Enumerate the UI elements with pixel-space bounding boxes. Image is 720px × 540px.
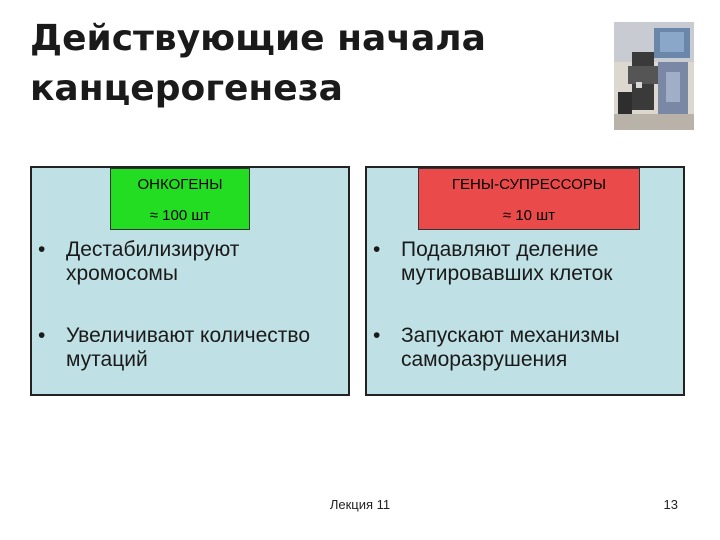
oncogenes-header — [110, 168, 250, 230]
suppressor-genes-title: ГЕНЫ-СУПРЕССОРЫ — [451, 176, 607, 193]
oncogenes-title: ОНКОГЕНЫ — [137, 176, 223, 193]
lecture-label: Лекция 11 — [329, 497, 391, 512]
bullet-marker: • — [373, 238, 381, 261]
page-number: 13 — [663, 497, 678, 512]
list-item-text: Увеличивают количество мутаций — [66, 324, 311, 371]
laboratory-photo-image — [614, 22, 694, 130]
list-item — [373, 324, 678, 372]
list-item-text: Запускают механизмы саморазрушения — [401, 324, 620, 371]
list-item-text: Дестабилизируют хромосомы — [66, 238, 240, 285]
suppressor-genes-header — [418, 168, 640, 230]
list-item-text: Подавляют деление мутировавших клеток — [401, 238, 613, 285]
laboratory-photo — [614, 22, 694, 130]
suppressor-genes-count: ≈ 10 шт — [502, 207, 556, 224]
list-item — [38, 324, 343, 372]
slide-title-line-1: Действующие начала — [30, 18, 486, 59]
list-item — [38, 238, 343, 286]
bullet-marker: • — [38, 324, 46, 347]
suppressor-genes-list — [373, 238, 678, 372]
slide-title-line-2: канцерогенеза — [30, 68, 343, 109]
list-item — [373, 238, 678, 286]
oncogenes-count: ≈ 100 шт — [149, 207, 211, 224]
bullet-marker: • — [38, 238, 46, 261]
oncogenes-list — [38, 238, 343, 372]
bullet-marker: • — [373, 324, 381, 347]
slide-title — [30, 14, 590, 114]
